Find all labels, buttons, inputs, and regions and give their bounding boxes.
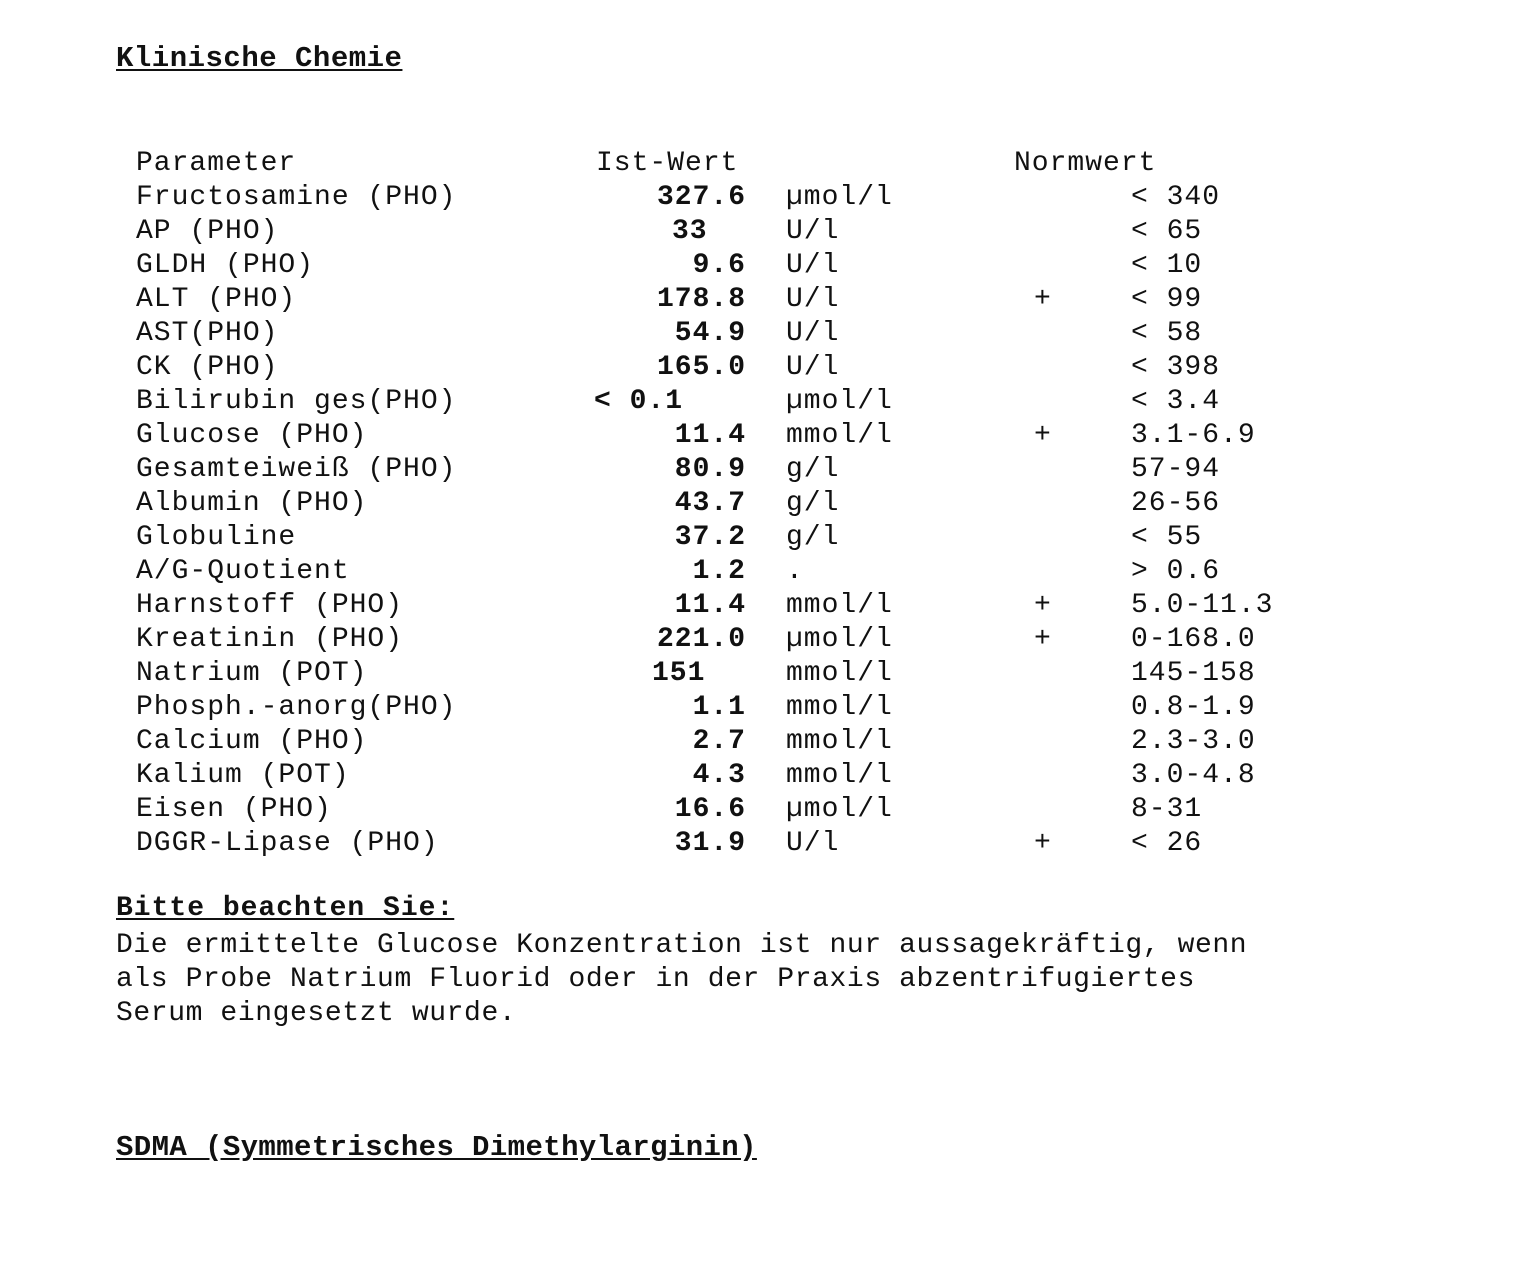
table-row <box>0 351 1521 385</box>
reference-range: < 340 <box>1131 182 1221 213</box>
unit: U/l <box>786 250 840 281</box>
reference-range: < 65 <box>1131 216 1203 247</box>
unit: µmol/l <box>786 386 893 417</box>
unit: µmol/l <box>786 794 893 825</box>
result-value: 11.4 <box>674 590 746 621</box>
reference-range: > 0.6 <box>1131 556 1221 587</box>
result-value: 4.3 <box>692 760 746 791</box>
result-value: < 0.1 <box>594 386 684 417</box>
parameter-name: Harnstoff (PHO) <box>136 590 404 621</box>
unit: mmol/l <box>786 692 893 723</box>
parameter-name: DGGR-Lipase (PHO) <box>136 828 439 859</box>
table-row <box>0 555 1521 589</box>
unit: mmol/l <box>786 726 893 757</box>
reference-range: 8-31 <box>1131 794 1203 825</box>
unit: U/l <box>786 216 840 247</box>
table-row <box>0 181 1521 215</box>
result-value: 31.9 <box>674 828 746 859</box>
result-value: 54.9 <box>674 318 746 349</box>
unit: µmol/l <box>786 624 893 655</box>
parameter-name: Kalium (POT) <box>136 760 350 791</box>
reference-range: < 58 <box>1131 318 1203 349</box>
abnormal-flag: + <box>1034 828 1051 859</box>
table-row <box>0 419 1521 453</box>
parameter-name: Globuline <box>136 522 297 553</box>
unit: U/l <box>786 284 840 315</box>
abnormal-flag: + <box>1034 420 1051 451</box>
table-row <box>0 283 1521 317</box>
results-table <box>0 147 1521 861</box>
reference-range: < 26 <box>1131 828 1203 859</box>
note-heading: Bitte beachten Sie: <box>116 893 455 924</box>
reference-range: 26-56 <box>1131 488 1221 519</box>
result-value: 2.7 <box>692 726 746 757</box>
reference-range: 3.1-6.9 <box>1131 420 1256 451</box>
result-value: 151 <box>652 658 706 689</box>
table-row <box>0 691 1521 725</box>
unit: . <box>786 556 804 587</box>
reference-range: 0.8-1.9 <box>1131 692 1256 723</box>
result-value: 327.6 <box>656 182 746 213</box>
note-line: Die ermittelte Glucose Konzentration ist nur aussagekräftig, wenn <box>116 930 1248 961</box>
table-row <box>0 589 1521 623</box>
header-value: Ist-Wert <box>596 148 739 179</box>
result-value: 178.8 <box>656 284 746 315</box>
note-body <box>116 929 1416 1031</box>
result-value: 43.7 <box>674 488 746 519</box>
unit: mmol/l <box>786 658 893 689</box>
unit: U/l <box>786 318 840 349</box>
result-value: 33 <box>672 216 708 247</box>
table-row <box>0 487 1521 521</box>
parameter-name: Phosph.-anorg(PHO) <box>136 692 457 723</box>
table-row <box>0 759 1521 793</box>
unit: g/l <box>786 522 840 553</box>
reference-range: 57-94 <box>1131 454 1221 485</box>
unit: µmol/l <box>786 182 893 213</box>
reference-range: < 99 <box>1131 284 1203 315</box>
result-value: 80.9 <box>674 454 746 485</box>
table-row <box>0 249 1521 283</box>
reference-range: < 3.4 <box>1131 386 1221 417</box>
header-norm: Normwert <box>1014 148 1157 179</box>
parameter-name: Eisen (PHO) <box>136 794 332 825</box>
parameter-name: ALT (PHO) <box>136 284 297 315</box>
unit: mmol/l <box>786 420 893 451</box>
unit: g/l <box>786 454 840 485</box>
unit: mmol/l <box>786 760 893 791</box>
table-header-row <box>0 147 1521 181</box>
table-row <box>0 725 1521 759</box>
table-row <box>0 317 1521 351</box>
table-row <box>0 657 1521 691</box>
result-value: 16.6 <box>674 794 746 825</box>
parameter-name: Gesamteiweiß (PHO) <box>136 454 457 485</box>
table-row <box>0 827 1521 861</box>
table-row <box>0 793 1521 827</box>
result-value: 221.0 <box>656 624 746 655</box>
table-row <box>0 521 1521 555</box>
note-line: als Probe Natrium Fluorid oder in der Praxis abzentrifugiertes <box>116 964 1195 995</box>
parameter-name: Albumin (PHO) <box>136 488 368 519</box>
note-line: Serum eingesetzt wurde. <box>116 998 517 1029</box>
parameter-name: Natrium (POT) <box>136 658 368 689</box>
parameter-name: AP (PHO) <box>136 216 279 247</box>
table-row <box>0 623 1521 657</box>
parameter-name: Bilirubin ges(PHO) <box>136 386 457 417</box>
parameter-name: CK (PHO) <box>136 352 279 383</box>
parameter-name: GLDH (PHO) <box>136 250 315 281</box>
unit: U/l <box>786 352 840 383</box>
sdma-section-title: SDMA (Symmetrisches Dimethylarginin) <box>116 1131 757 1164</box>
result-value: 11.4 <box>674 420 746 451</box>
result-value: 165.0 <box>656 352 746 383</box>
reference-range: < 55 <box>1131 522 1203 553</box>
parameter-name: Fructosamine (PHO) <box>136 182 457 213</box>
parameter-name: Kreatinin (PHO) <box>136 624 404 655</box>
result-value: 9.6 <box>692 250 746 281</box>
reference-range: 0-168.0 <box>1131 624 1256 655</box>
unit: g/l <box>786 488 840 519</box>
table-row <box>0 453 1521 487</box>
page-title: Klinische Chemie <box>116 42 403 75</box>
unit: U/l <box>786 828 840 859</box>
abnormal-flag: + <box>1034 590 1051 621</box>
reference-range: 5.0-11.3 <box>1131 590 1274 621</box>
reference-range: 2.3-3.0 <box>1131 726 1256 757</box>
unit: mmol/l <box>786 590 893 621</box>
parameter-name: A/G-Quotient <box>136 556 350 587</box>
reference-range: 145-158 <box>1131 658 1256 689</box>
result-value: 37.2 <box>674 522 746 553</box>
reference-range: < 398 <box>1131 352 1221 383</box>
parameter-name: AST(PHO) <box>136 318 279 349</box>
abnormal-flag: + <box>1034 284 1051 315</box>
table-row <box>0 385 1521 419</box>
table-row <box>0 215 1521 249</box>
parameter-name: Calcium (PHO) <box>136 726 368 757</box>
abnormal-flag: + <box>1034 624 1051 655</box>
reference-range: 3.0-4.8 <box>1131 760 1256 791</box>
parameter-name: Glucose (PHO) <box>136 420 368 451</box>
result-value: 1.2 <box>692 556 746 587</box>
reference-range: < 10 <box>1131 250 1203 281</box>
header-parameter: Parameter <box>136 148 297 179</box>
result-value: 1.1 <box>692 692 746 723</box>
